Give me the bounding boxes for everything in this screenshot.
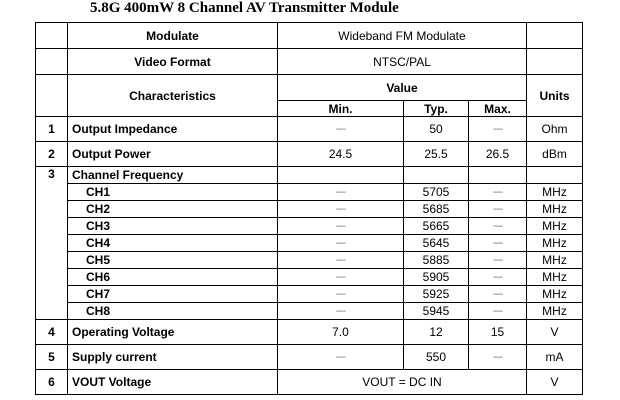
modulate-label: Modulate (68, 23, 278, 49)
unit-value: MHz (527, 286, 583, 303)
row-number: 2 (36, 142, 68, 167)
channel-name: CH5 (68, 252, 278, 269)
typ-header: Typ. (404, 101, 469, 117)
min-value: ---- (278, 235, 404, 252)
typ-value: 25.5 (404, 142, 469, 167)
typ-value: 5705 (404, 184, 469, 201)
row-number: 1 (36, 117, 68, 142)
row-number: 4 (36, 320, 68, 345)
item-name: Output Power (68, 142, 278, 167)
min-value: ---- (278, 184, 404, 201)
unit-value: MHz (527, 235, 583, 252)
item-name: Output Impedance (68, 117, 278, 142)
typ-value: 5885 (404, 252, 469, 269)
video-format-value: NTSC/PAL (278, 49, 527, 75)
page-title: 5.8G 400mW 8 Channel AV Transmitter Module (90, 0, 399, 16)
max-value: 15 (469, 320, 527, 345)
typ-value: 5645 (404, 235, 469, 252)
max-value: ---- (469, 235, 527, 252)
unit-value: MHz (527, 252, 583, 269)
characteristics-header: Characteristics (68, 75, 278, 117)
channel-name: CH2 (68, 201, 278, 218)
table-row (36, 23, 583, 49)
min-value: ---- (278, 286, 404, 303)
max-value: ---- (469, 218, 527, 235)
item-name: Supply current (68, 345, 278, 370)
min-value: 7.0 (278, 320, 404, 345)
unit-value: V (527, 320, 583, 345)
item-name: VOUT Voltage (68, 370, 278, 395)
max-value: ---- (469, 184, 527, 201)
unit-value: V (527, 370, 583, 395)
table-row (36, 75, 583, 101)
channel-row (36, 303, 583, 320)
channel-name: CH3 (68, 218, 278, 235)
channel-name: CH8 (68, 303, 278, 320)
typ-value: 5685 (404, 201, 469, 218)
max-value: ---- (469, 201, 527, 218)
table-row (36, 49, 583, 75)
row-number: 6 (36, 370, 68, 395)
max-value: ---- (469, 117, 527, 142)
item-name: Channel Frequency (68, 167, 278, 184)
item-name: Operating Voltage (68, 320, 278, 345)
channel-row (36, 235, 583, 252)
min-value: ---- (278, 201, 404, 218)
row-number: 3 (36, 167, 68, 320)
vout-value: VOUT = DC IN (278, 370, 527, 395)
max-header: Max. (469, 101, 527, 117)
channel-row (36, 218, 583, 235)
min-header: Min. (278, 101, 404, 117)
channel-name: CH6 (68, 269, 278, 286)
max-value: 26.5 (469, 142, 527, 167)
channel-row (36, 184, 583, 201)
spec-table (35, 22, 583, 395)
units-header: Units (527, 75, 583, 117)
max-value: ---- (469, 303, 527, 320)
row-number: 5 (36, 345, 68, 370)
unit-value: Ohm (527, 117, 583, 142)
max-value: ---- (469, 269, 527, 286)
unit-value: MHz (527, 218, 583, 235)
min-value: ---- (278, 218, 404, 235)
value-header: Value (278, 75, 527, 101)
table-row (36, 370, 583, 395)
video-format-label: Video Format (68, 49, 278, 75)
table-row (36, 167, 583, 184)
min-value: ---- (278, 345, 404, 370)
channel-name: CH1 (68, 184, 278, 201)
min-value: 24.5 (278, 142, 404, 167)
channel-name: CH4 (68, 235, 278, 252)
table-row (36, 345, 583, 370)
typ-value: 5925 (404, 286, 469, 303)
channel-row (36, 201, 583, 218)
typ-value: 50 (404, 117, 469, 142)
typ-value: 12 (404, 320, 469, 345)
table-row (36, 320, 583, 345)
min-value: ---- (278, 269, 404, 286)
channel-name: CH7 (68, 286, 278, 303)
unit-value: MHz (527, 269, 583, 286)
modulate-value: Wideband FM Modulate (278, 23, 527, 49)
channel-row (36, 286, 583, 303)
typ-value: 5905 (404, 269, 469, 286)
max-value: ---- (469, 345, 527, 370)
table-row (36, 117, 583, 142)
min-value: ---- (278, 117, 404, 142)
unit-value: MHz (527, 201, 583, 218)
channel-row (36, 269, 583, 286)
typ-value: 5665 (404, 218, 469, 235)
max-value: ---- (469, 286, 527, 303)
min-value: ---- (278, 252, 404, 269)
unit-value: mA (527, 345, 583, 370)
max-value: ---- (469, 252, 527, 269)
channel-row (36, 252, 583, 269)
unit-value: MHz (527, 184, 583, 201)
typ-value: 5945 (404, 303, 469, 320)
unit-value: MHz (527, 303, 583, 320)
typ-value: 550 (404, 345, 469, 370)
min-value: ---- (278, 303, 404, 320)
table-row (36, 142, 583, 167)
unit-value: dBm (527, 142, 583, 167)
